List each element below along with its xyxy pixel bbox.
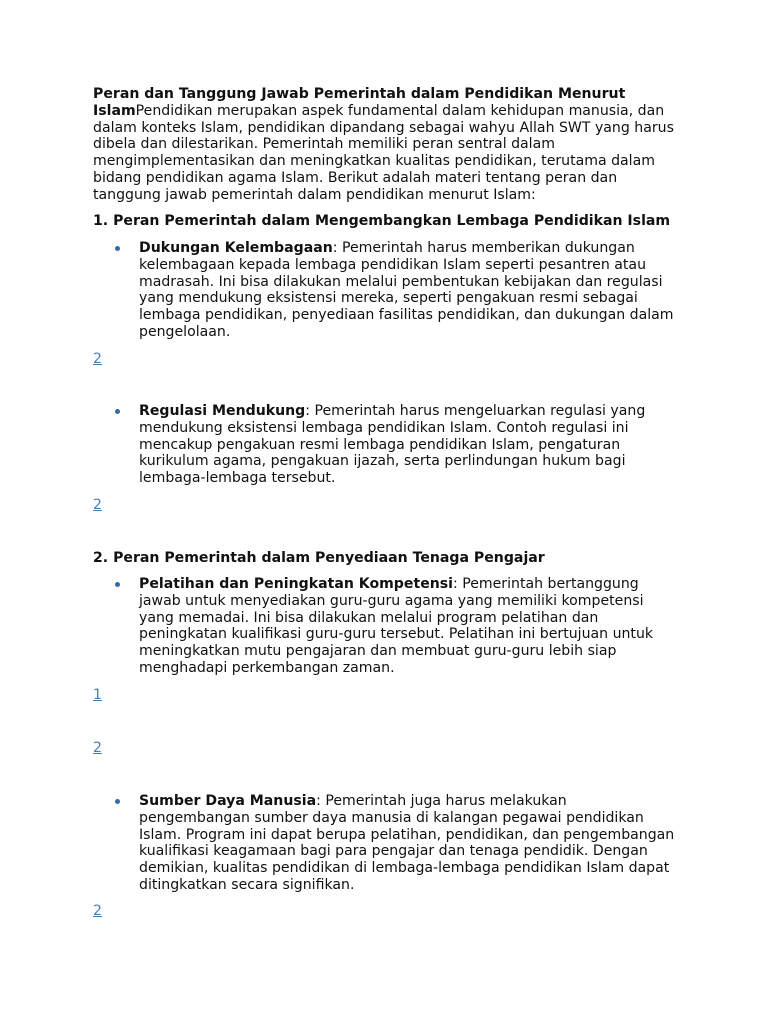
bullet-icon <box>115 246 120 251</box>
intro-paragraph <box>93 86 683 204</box>
item-text: : Pemerintah juga harus melakukan pengembangan sumber daya manusia di kalangan pegawai pendidikan Islam. Program ini dapat berupa pelatihan, pendidikan, dan pengembangan kualifikasi keagamaan bagi para pengajar dan tenaga pendidik. Dengan demikian, kualitas pendidikan di lembaga-lembaga pendidikan Islam dapat ditingkatkan secara signifikan. <box>139 793 675 893</box>
item-term: Regulasi Mendukung <box>139 403 306 419</box>
document-title: Peran dan Tanggung Jawab Pemerintah dalam Pendidikan Menurut Islam <box>93 86 626 119</box>
item-text: : Pemerintah harus mengeluarkan regulasi yang mendukung eksistensi lembaga pendidikan Islam. Contoh regulasi ini mencakup pengakuan resmi lembaga pendidikan Islam, pengaturan kurikulum agama, pengakuan ijazah, serta perlindungan hukum bagi lembaga-lembaga tersebut. <box>139 403 646 487</box>
item-text: : Pemerintah harus memberikan dukungan kelembagaan kepada lembaga pendidikan Islam seperti pesantren atau madrasah. Ini bisa dilakukan melalui pembentukan kebijakan dan regulasi yang mendukung eksistensi mereka, seperti pengakuan resmi sebagai lembaga pendidikan, penyediaan fasilitas pendidikan, dan dukungan dalam pengelolaan. <box>139 240 674 340</box>
reference-link[interactable]: 2 <box>93 351 102 367</box>
list-item <box>139 240 679 341</box>
bullet-icon <box>115 799 120 804</box>
reference-link[interactable]: 2 <box>93 903 102 919</box>
item-text: : Pemerintah bertanggung jawab untuk menyediakan guru-guru agama yang memiliki kompetensi yang memadai. Ini bisa dilakukan melalui program pelatihan dan peningkatan kualifikasi guru-guru tersebut. Pelatihan ini bertujuan untuk meningkatkan mutu pengajaran dan membuat guru-guru lebih siap menghadapi perkembangan zaman. <box>139 576 654 676</box>
section-heading-1: 1. Peran Pemerintah dalam Mengembangkan Lembaga Pendidikan Islam <box>93 213 671 229</box>
document-body <box>93 86 683 919</box>
section-heading-2: 2. Peran Pemerintah dalam Penyediaan Tenaga Pengajar <box>93 550 545 566</box>
item-term: Sumber Daya Manusia <box>139 793 317 809</box>
bullet-icon <box>115 409 120 414</box>
reference-link[interactable]: 2 <box>93 497 102 513</box>
intro-text: Pendidikan merupakan aspek fundamental dalam kehidupan manusia, dan dalam konteks Islam, pendidikan dipandang sebagai wahyu Allah SWT yang harus dibela dan dilestarikan. Pemerintah memiliki peran sentral dalam mengimplementasikan dan meningkatkan kualitas pendidikan, terutama dalam bidang pendidikan agama Islam. Berikut adalah materi tentang peran dan tanggung jawab pemerintah dalam pendidikan menurut Islam: <box>93 102 674 203</box>
reference-link[interactable]: 1 <box>93 687 102 703</box>
item-term: Pelatihan dan Peningkatan Kompetensi <box>139 576 454 592</box>
list-item <box>139 793 679 894</box>
item-term: Dukungan Kelembagaan <box>139 240 333 256</box>
list-item <box>139 403 679 487</box>
list-item <box>139 576 679 677</box>
bullet-icon <box>115 582 120 587</box>
reference-link[interactable]: 2 <box>93 740 102 756</box>
